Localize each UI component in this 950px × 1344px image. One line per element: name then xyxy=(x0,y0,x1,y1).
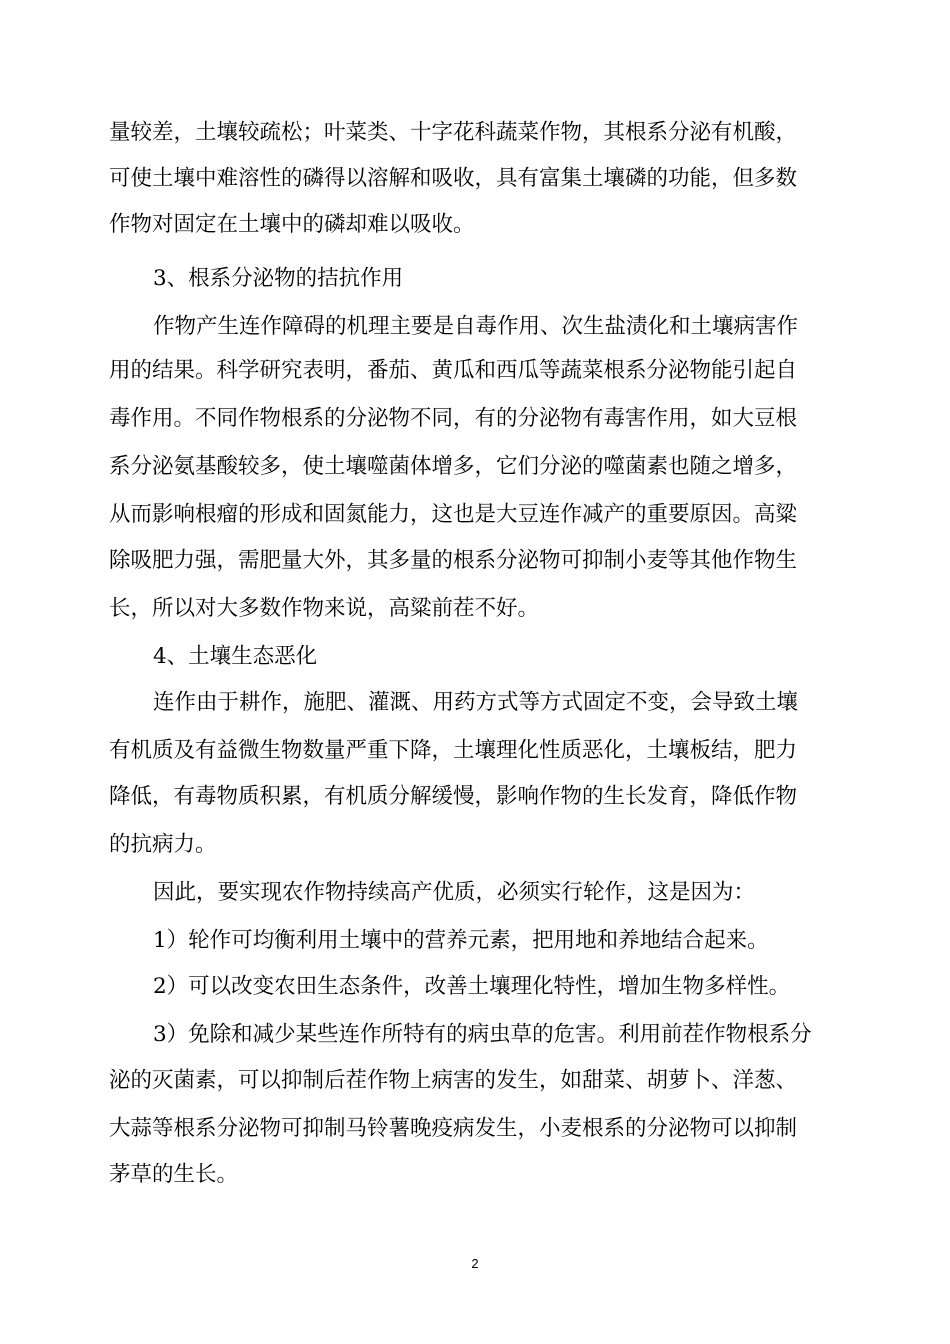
text-line: 除吸肥力强，需肥量大外，其多量的根系分泌物可抑制小麦等其他作物生 xyxy=(109,548,798,573)
text-line: 泌的灭菌素，可以抑制后茬作物上病害的发生，如甜菜、胡萝卜、洋葱、 xyxy=(109,1068,798,1093)
text-line: 可使土壤中难溶性的磷得以溶解和吸收，具有富集土壤磷的功能，但多数 xyxy=(109,166,798,191)
text-line: 因此，要实现农作物持续高产优质，必须实行轮作，这是因为： xyxy=(153,880,756,905)
text-line: 从而影响根瘤的形成和固氮能力，这也是大豆连作减产的重要原因。高粱 xyxy=(109,502,798,527)
section-heading: 3、根系分泌物的拮抗作用 xyxy=(153,266,404,291)
page-number: 2 xyxy=(471,1256,479,1271)
list-item: 3）免除和减少某些连作所特有的病虫草的危害。利用前茬作物根系分 xyxy=(153,1022,812,1047)
text-line: 茅草的生长。 xyxy=(109,1162,239,1187)
list-item: 1）轮作可均衡利用土壤中的营养元素，把用地和养地结合起来。 xyxy=(153,928,769,953)
text-line: 量较差，土壤较疏松；叶菜类、十字花科蔬菜作物，其根系分泌有机酸， xyxy=(109,120,798,145)
text-line: 有机质及有益微生物数量严重下降，土壤理化性质恶化，土壤板结，肥力 xyxy=(109,738,798,763)
text-line: 降低，有毒物质积累，有机质分解缓慢，影响作物的生长发育，降低作物 xyxy=(109,784,798,809)
text-line: 作物产生连作障碍的机理主要是自毒作用、次生盐渍化和土壤病害作 xyxy=(153,314,799,339)
text-line: 用的结果。科学研究表明，番茄、黄瓜和西瓜等蔬菜根系分泌物能引起自 xyxy=(109,358,798,383)
text-line: 的抗病力。 xyxy=(109,832,217,857)
text-line: 连作由于耕作，施肥、灌溉、用药方式等方式固定不变，会导致土壤 xyxy=(153,690,799,715)
text-line: 毒作用。不同作物根系的分泌物不同，有的分泌物有毒害作用，如大豆根 xyxy=(109,406,798,431)
text-line: 系分泌氨基酸较多，使土壤噬菌体增多，它们分泌的噬菌素也随之增多， xyxy=(109,454,798,479)
section-heading: 4、土壤生态恶化 xyxy=(153,644,318,669)
text-line: 作物对固定在土壤中的磷却难以吸收。 xyxy=(109,212,475,237)
text-line: 大蒜等根系分泌物可抑制马铃薯晚疫病发生，小麦根系的分泌物可以抑制 xyxy=(109,1116,798,1141)
list-item: 2）可以改变农田生态条件，改善土壤理化特性，增加生物多样性。 xyxy=(153,974,791,999)
text-line: 长，所以对大多数作物来说，高粱前茬不好。 xyxy=(109,596,540,621)
